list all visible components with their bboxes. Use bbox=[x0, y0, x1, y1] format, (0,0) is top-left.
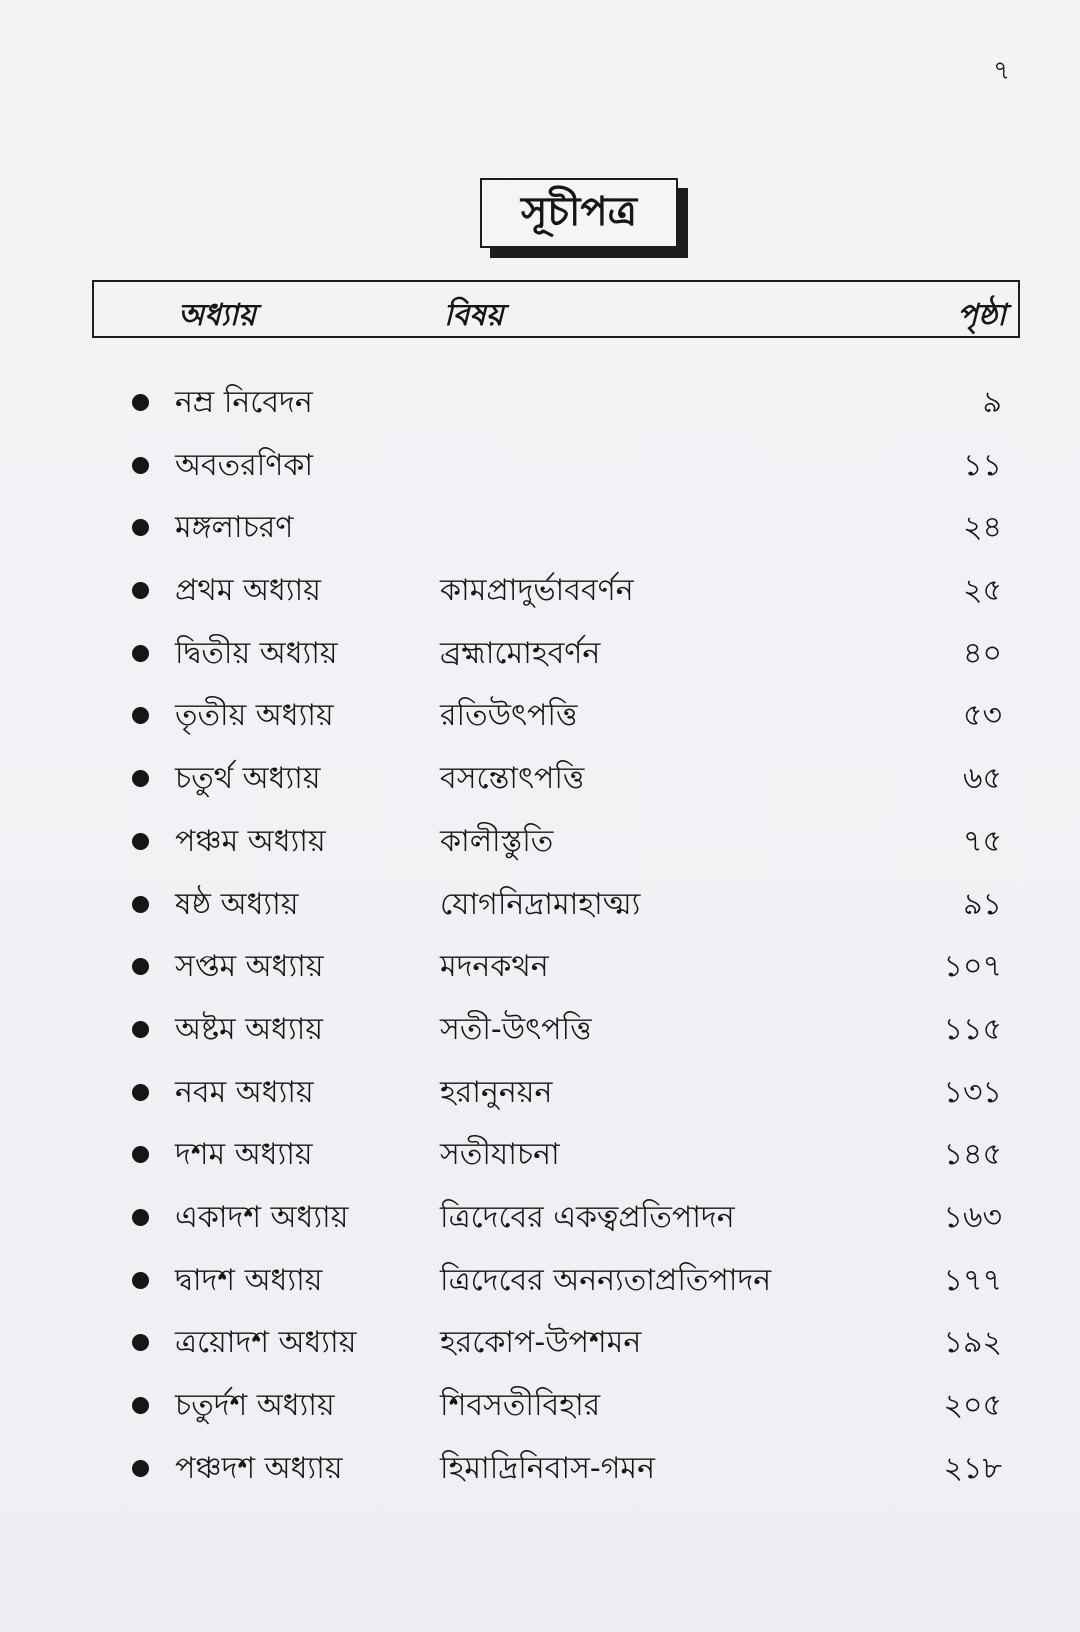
toc-page: ২৫ bbox=[963, 573, 1002, 609]
bullet-icon bbox=[132, 1146, 149, 1163]
bullet-icon bbox=[132, 833, 149, 850]
toc-entry bbox=[0, 679, 1080, 742]
toc-page: ১৩১ bbox=[943, 1074, 1002, 1110]
toc-entry bbox=[0, 1244, 1080, 1307]
toc-subject: যোগনিদ্রামাহাত্ম্য bbox=[440, 886, 641, 922]
header-chapter: অধ্যায় bbox=[178, 298, 256, 333]
toc-subject: রতিউৎপত্তি bbox=[440, 698, 578, 734]
toc-entry bbox=[0, 429, 1080, 492]
toc-chapter: অবতরণিকা bbox=[175, 447, 314, 483]
bullet-icon bbox=[132, 707, 149, 724]
toc-page: ১৯২ bbox=[943, 1325, 1002, 1361]
toc-chapter: চতুর্থ অধ্যায় bbox=[175, 761, 321, 797]
toc-page: ১৬৩ bbox=[943, 1199, 1002, 1235]
toc-subject: হিমাদ্রিনিবাস-গমন bbox=[440, 1450, 655, 1486]
toc-entry bbox=[0, 1306, 1080, 1369]
toc-chapter: প্রথম অধ্যায় bbox=[175, 573, 321, 609]
toc-subject: সতী-উৎপত্তি bbox=[440, 1011, 592, 1047]
toc-subject: ত্রিদেবের অনন্যতাপ্রতিপাদন bbox=[440, 1262, 772, 1298]
toc-page: ৯১ bbox=[963, 886, 1002, 922]
toc-chapter: পঞ্চম অধ্যায় bbox=[175, 823, 326, 859]
page-title: সূচীপত্র bbox=[480, 178, 678, 248]
toc-chapter: নম্র নিবেদন bbox=[175, 385, 313, 420]
toc-chapter: দ্বিতীয় অধ্যায় bbox=[175, 635, 338, 671]
header-page: পৃষ্ঠা bbox=[957, 298, 1006, 333]
bullet-icon bbox=[132, 1334, 149, 1351]
toc-chapter: ত্রয়োদশ অধ্যায় bbox=[175, 1325, 357, 1361]
toc-subject: বসন্তোৎপত্তি bbox=[440, 761, 585, 797]
toc-chapter: সপ্তম অধ্যায় bbox=[175, 949, 324, 985]
toc-entry bbox=[0, 993, 1080, 1056]
toc-entry bbox=[0, 1369, 1080, 1432]
toc-chapter: মঙ্গলাচরণ bbox=[175, 510, 294, 546]
toc-page: ৪০ bbox=[963, 635, 1002, 671]
toc-subject: কালীস্তুতি bbox=[440, 823, 554, 859]
toc-chapter: নবম অধ্যায় bbox=[175, 1074, 314, 1110]
toc-page: ৯ bbox=[982, 385, 1002, 420]
toc-subject: মদনকথন bbox=[440, 949, 549, 985]
toc-chapter: একাদশ অধ্যায় bbox=[175, 1199, 349, 1235]
bullet-icon bbox=[132, 582, 149, 599]
toc-page: ৭৫ bbox=[963, 823, 1002, 859]
bullet-icon bbox=[132, 1460, 149, 1477]
toc-chapter: দ্বাদশ অধ্যায় bbox=[175, 1262, 323, 1298]
toc-entry bbox=[0, 742, 1080, 805]
toc-entry bbox=[0, 1056, 1080, 1119]
toc-chapter: দশম অধ্যায় bbox=[175, 1137, 313, 1173]
toc-entry bbox=[0, 491, 1080, 554]
toc-page: ১৪৫ bbox=[943, 1137, 1002, 1173]
toc-subject: কামপ্রাদুর্ভাববর্ণন bbox=[440, 573, 634, 609]
toc-subject: ব্রহ্মামোহবর্ণন bbox=[440, 635, 601, 671]
toc-chapter: অষ্টম অধ্যায় bbox=[175, 1011, 324, 1047]
header-subject: বিষয় bbox=[444, 298, 504, 333]
toc-page: ২১৮ bbox=[943, 1450, 1002, 1486]
toc-page: ২০৫ bbox=[943, 1388, 1002, 1423]
toc-subject: শিবসতীবিহার bbox=[440, 1388, 601, 1423]
bullet-icon bbox=[132, 1021, 149, 1038]
toc-subject: সতীযাচনা bbox=[440, 1137, 560, 1173]
toc-chapter: তৃতীয় অধ্যায় bbox=[175, 698, 334, 734]
toc-page: ৫৩ bbox=[963, 698, 1002, 734]
toc-chapter: চতুর্দশ অধ্যায় bbox=[175, 1388, 335, 1423]
toc-entry bbox=[0, 1118, 1080, 1181]
bullet-icon bbox=[132, 1209, 149, 1226]
toc-subject: হরানুনয়ন bbox=[440, 1074, 553, 1110]
toc-entry bbox=[0, 366, 1080, 429]
bullet-icon bbox=[132, 958, 149, 975]
toc-entry bbox=[0, 868, 1080, 931]
toc-entry bbox=[0, 617, 1080, 680]
toc-subject: ত্রিদেবের একত্বপ্রতিপাদন bbox=[440, 1199, 735, 1235]
toc-entry bbox=[0, 554, 1080, 617]
toc-list bbox=[0, 366, 1080, 1494]
bullet-icon bbox=[132, 519, 149, 536]
page-number: ৭ bbox=[993, 56, 1010, 86]
toc-entry bbox=[0, 1181, 1080, 1244]
toc-page: ১০৭ bbox=[943, 949, 1002, 985]
toc-page: ২৪ bbox=[963, 510, 1002, 546]
toc-entry bbox=[0, 930, 1080, 993]
bullet-icon bbox=[132, 645, 149, 662]
toc-page: ১৭৭ bbox=[943, 1262, 1002, 1298]
bullet-icon bbox=[132, 457, 149, 474]
toc-page: ৬৫ bbox=[963, 761, 1002, 797]
toc-chapter: ষষ্ঠ অধ্যায় bbox=[175, 886, 299, 922]
bullet-icon bbox=[132, 1084, 149, 1101]
bullet-icon bbox=[132, 1272, 149, 1289]
bullet-icon bbox=[132, 896, 149, 913]
title-frame bbox=[480, 178, 678, 254]
bullet-icon bbox=[132, 770, 149, 787]
toc-page: ১১৫ bbox=[943, 1011, 1002, 1047]
toc-entry bbox=[0, 1432, 1080, 1495]
toc-subject: হরকোপ-উপশমন bbox=[440, 1325, 642, 1361]
toc-header bbox=[92, 280, 1020, 338]
toc-chapter: পঞ্চদশ অধ্যায় bbox=[175, 1450, 343, 1486]
toc-page: ১১ bbox=[963, 447, 1002, 483]
bullet-icon bbox=[132, 394, 149, 411]
bullet-icon bbox=[132, 1397, 149, 1414]
toc-entry bbox=[0, 805, 1080, 868]
